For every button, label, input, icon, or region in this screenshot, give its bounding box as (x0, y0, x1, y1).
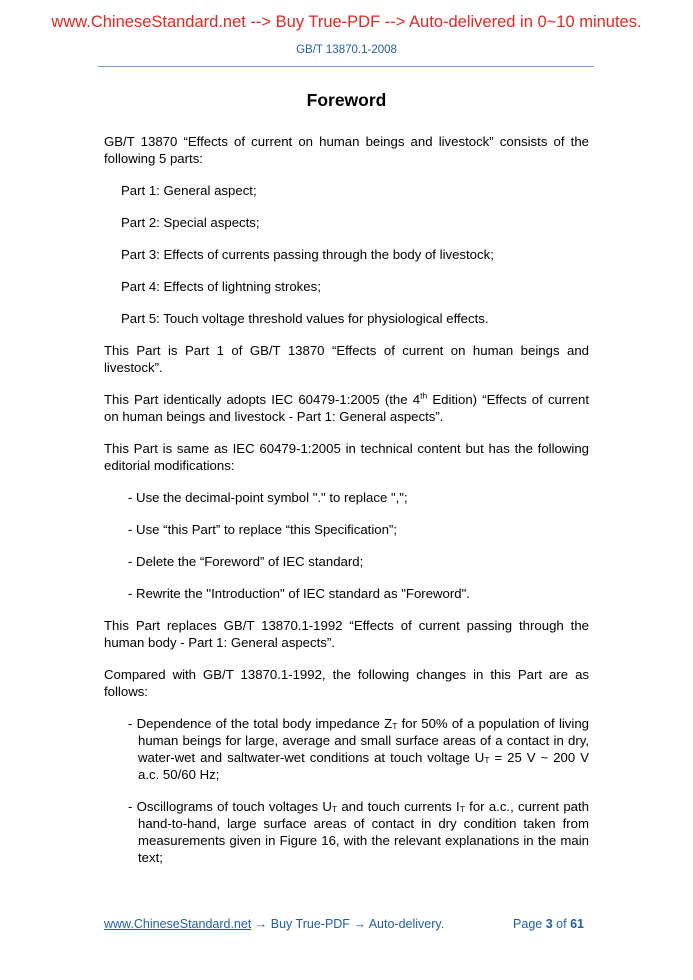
change-text: = 25 V ~ 200 V a.c. 50/60 Hz; (138, 750, 589, 782)
change-text: - Oscillograms of touch voltages U (128, 799, 332, 814)
compared-paragraph: Compared with GB/T 13870.1-1992, the following changes in this Part are as follows: (104, 667, 589, 699)
page-title: Foreword (306, 90, 387, 110)
change-text: for 50% of a population of living human beings for large, average and small surface areas of a contact in dry, water-wet and saltwater-wet conditions at touch voltage U (138, 716, 589, 765)
change-text: for a.c., current path hand-to-hand, large surface areas of contact in dry condition taken from measurements given in Figure 16, with the relevant explanations in the main text; (138, 799, 589, 865)
list-item: Part 1: General aspect; (121, 183, 257, 198)
replaces-paragraph: This Part replaces GB/T 13870.1-1992 “Effects of current passing through the human body - Part 1: General aspects”. (104, 618, 589, 650)
change-text: and touch currents I (337, 799, 460, 814)
list-item: - Delete the “Foreword” of IEC standard; (128, 554, 364, 569)
part1-paragraph: This Part is Part 1 of GB/T 13870 “Effects of current on human beings and livestock”. (104, 343, 589, 375)
footer (104, 917, 584, 931)
adoption-text-a: This Part identically adopts IEC 60479-1:2005 (the 4 (104, 392, 421, 407)
list-item: Part 2: Special aspects; (121, 215, 260, 230)
header-rule (98, 66, 594, 67)
list-item: - Use “this Part” to replace “this Specification”; (128, 522, 397, 537)
footer-text: → Buy True-PDF → Auto-delivery. (251, 917, 445, 931)
current-page: 3 (545, 917, 553, 931)
change-text: - Dependence of the total body impedance Z (128, 716, 393, 731)
list-item: - Rewrite the "Introduction" of IEC standard as "Foreword". (128, 586, 470, 601)
document-code: GB/T 13870.1-2008 (296, 44, 397, 56)
list-item: Part 3: Effects of currents passing through the body of livestock; (121, 247, 494, 262)
list-item (128, 798, 589, 866)
modifications-intro: This Part is same as IEC 60479-1:2005 in technical content but has the following editorial modifications: (104, 441, 589, 473)
list-item: Part 4: Effects of lightning strokes; (121, 279, 321, 294)
document-body (104, 133, 589, 881)
of-label: of (556, 917, 567, 931)
adoption-paragraph (104, 391, 589, 425)
footer-link[interactable]: www.ChineseStandard.net (104, 917, 252, 931)
intro-paragraph: GB/T 13870 “Effects of current on human beings and livestock” consists of the following 5 parts: (104, 134, 589, 166)
list-item (128, 715, 589, 783)
page-number (513, 917, 584, 931)
subscript: T (484, 755, 490, 765)
top-banner[interactable]: www.ChineseStandard.net --> Buy True-PDF --> Auto-delivered in 0~10 minutes. (51, 13, 642, 31)
subscript: T (331, 804, 338, 814)
adoption-superscript: th (420, 390, 428, 401)
page-label: Page (513, 917, 543, 931)
list-item: Part 5: Touch voltage threshold values for physiological effects. (121, 311, 489, 326)
list-item: - Use the decimal-point symbol "." to replace ","; (128, 490, 408, 505)
subscript: T (392, 721, 398, 731)
subscript: T (459, 804, 465, 814)
total-pages: 61 (570, 917, 584, 931)
adoption-text-b: Edition) “Effects of current on human beings and livestock - Part 1: General aspects”. (104, 392, 589, 424)
